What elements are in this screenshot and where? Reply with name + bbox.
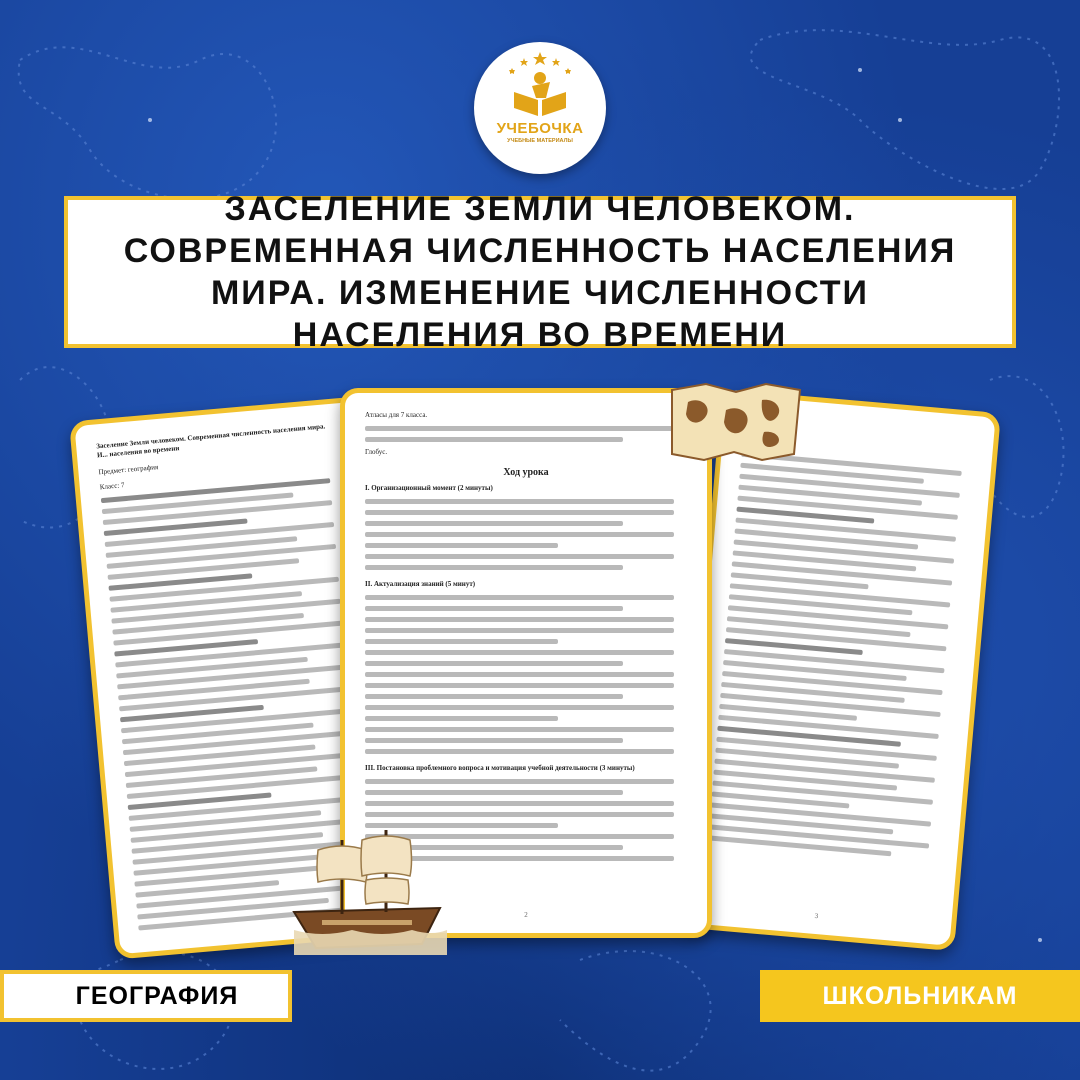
logo-name: УЧЕБОЧКА xyxy=(496,120,584,137)
logo-tagline: УЧЕБНЫЕ МАТЕРИАЛЫ xyxy=(507,138,573,144)
doc2-stage-1: I. Организационный момент (2 минуты) xyxy=(365,484,493,492)
doc3-text-lines xyxy=(708,452,971,861)
doc2-stage-3: III. Постановка проблемного вопроса и мотивация учебной деятельности (3 минуты) xyxy=(365,764,635,772)
subject-badge: ГЕОГРАФИЯ xyxy=(0,970,292,1022)
doc2-page-number: 2 xyxy=(524,911,528,919)
treasure-map-icon xyxy=(666,380,806,462)
doc2-stage-2: II. Актуализация знаний (5 минут) xyxy=(365,580,476,588)
doc2-item-atlas: Атласы для 7 класса. xyxy=(365,411,428,419)
sailing-ship-icon xyxy=(282,820,452,955)
doc2-section-title: Ход урока xyxy=(503,467,549,478)
doc1-heading: Заселение Земли человеком. Современная численность населения мира. И... населения во времени xyxy=(95,422,326,460)
doc3-page-number: 3 xyxy=(814,911,819,921)
title-banner xyxy=(64,190,1016,354)
document-page-3 xyxy=(675,389,1001,951)
doc1-subject: Предмет: география xyxy=(98,463,159,477)
logo-emblem-icon xyxy=(474,42,606,174)
page-title: ЗАСЕЛЕНИЕ ЗЕМЛИ ЧЕЛОВЕКОМ. СОВРЕМЕННАЯ ЧИСЛЕННОСТЬ НАСЕЛЕНИЯ МИРА. ИЗМЕНЕНИЕ ЧИСЛЕННОСТИ НАСЕЛЕНИЯ ВО ВРЕМЕНИ xyxy=(123,190,957,354)
brand-logo xyxy=(474,42,606,174)
doc1-class: Класс: 7 xyxy=(99,481,125,492)
audience-badge: ШКОЛЬНИКАМ xyxy=(760,970,1080,1022)
doc2-item-globe: Глобус. xyxy=(365,448,388,456)
